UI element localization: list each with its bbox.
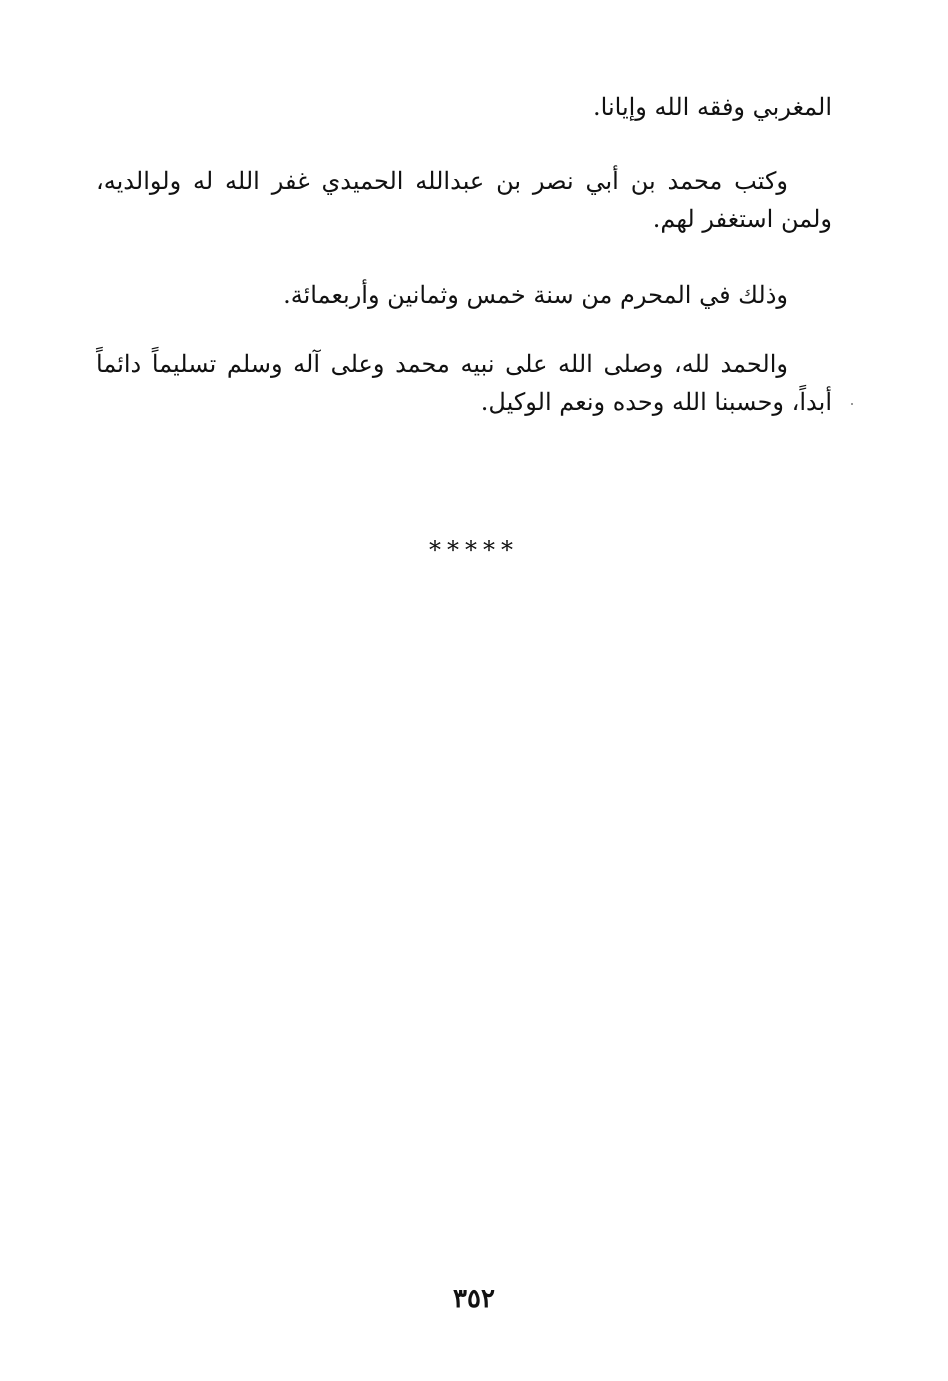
paragraph-text: وكتب محمد بن أبي نصر بن عبدالله الحميدي غفر الله له ولوالديه، ولمن استغفر لهم. — [96, 167, 832, 233]
paragraph-author-note — [96, 162, 832, 242]
page-number: ٣٥٢ — [453, 1284, 495, 1314]
paragraph-continuation — [96, 88, 832, 128]
paragraph-text: وذلك في المحرم من سنة خمس وثمانين وأربعمائة. — [283, 281, 788, 309]
scan-speck — [851, 403, 853, 405]
paragraph-text: والحمد لله، وصلى الله على نبيه محمد وعلى آله وسلم تسليماً دائماً أبداً، وحسبنا الله وحده ونعم الوكيل. — [96, 350, 832, 416]
paragraph-date — [96, 276, 832, 316]
paragraph-closing-praise — [96, 345, 832, 425]
paragraph-text: المغربي وفقه الله وإيانا. — [593, 93, 832, 121]
section-divider: ***** — [429, 536, 519, 564]
